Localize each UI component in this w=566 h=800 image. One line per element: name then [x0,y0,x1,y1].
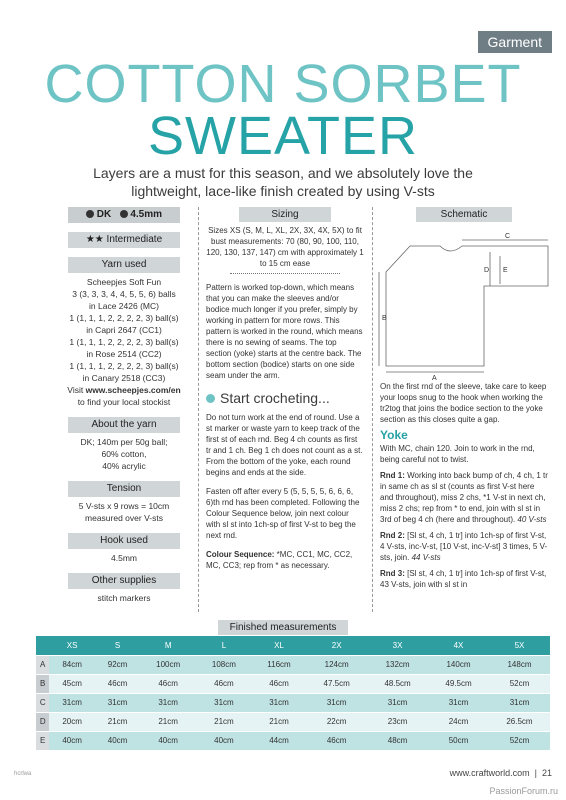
visit-suffix: to find your local stockist [77,397,171,407]
table-cell: 47.5cm [306,674,367,693]
label-e: E [503,267,508,274]
start-heading [206,390,364,406]
table-cell: 108cm [196,655,252,674]
table-cell: 132cm [367,655,428,674]
round-1-label: Rnd 1: [380,471,405,480]
table-cell: 31cm [196,693,252,712]
round-3-label: Rnd 3: [380,569,405,578]
header-cell: M [140,636,196,655]
table-cell: 26.5cm [489,712,550,731]
header-cell: 2X [306,636,367,655]
tension-line: measured over V-sts [85,513,163,523]
label-b: B [382,315,387,322]
table-cell: 50cm [428,731,489,750]
about-yarn-heading: About the yarn [68,417,180,433]
table-cell: 46cm [95,674,140,693]
schematic-heading: Schematic [416,207,512,222]
yarn-line: in Canary 2518 (CC3) [82,373,166,383]
colour-label: Colour Sequence: [206,550,275,559]
yarn-hook-badges [58,207,190,223]
yarn-used-heading: Yarn used [68,257,180,273]
hook-size: 4.5mm [130,209,163,220]
table-cell: 20cm [49,712,94,731]
section-tag: Garment [478,31,552,53]
row-label: A [36,655,49,674]
yarn-line: 1 (1, 1, 1, 2, 2, 2, 2, 3) ball(s) [69,313,179,323]
site-url: www.craftworld.com [449,768,530,778]
sweater-outline [386,246,548,366]
table-cell: 48cm [367,731,428,750]
header-cell: XL [252,636,306,655]
yarn-line: 1 (1, 1, 1, 2, 2, 2, 2, 3) ball(s) [69,361,179,371]
column-divider [372,207,373,612]
hook-heading: Hook used [68,533,180,549]
round-1-text: Working into back bump of ch, 4 ch, 1 tr in same ch as sl st (counts as first V-st here and throughout), miss 2 chs, *1 V-st in next ch, miss 2 chs; rep from * to end, join with sl st in 3rd of beg 4 ch (here and throughout). [380,471,548,524]
table-cell: 31cm [489,693,550,712]
header-cell: L [196,636,252,655]
yarn-weight: DK [96,209,112,220]
table-cell: 84cm [49,655,94,674]
colour-text: *MC, CC1, MC, CC2, MC, CC3; rep from * as necessary. [206,550,353,570]
round-3 [380,568,548,590]
yoke-intro: With MC, chain 120. Join to work in the rnd, being careful not to twist. [380,444,535,464]
header-cell: XS [49,636,94,655]
table-cell: 140cm [428,655,489,674]
table-cell: 124cm [306,655,367,674]
measurements-heading: Finished measurements [218,620,348,635]
yarn-used-section [58,257,190,408]
table-cell: 46cm [196,674,252,693]
table-row [36,655,550,674]
table-row [36,731,550,750]
sleeve-note: On the first rnd of the sleeve, take care to keep your loops snug to the hook when working the tr2tog that joins the bodice section to the yoke section as this closes quite a gap. [380,382,547,424]
table-cell: 21cm [95,712,140,731]
row-label: D [36,712,49,731]
table-cell: 45cm [49,674,94,693]
yarn-line: in Lace 2426 (MC) [89,301,159,311]
colour-sequence [206,549,364,571]
sizing-heading: Sizing [239,207,331,222]
page-number: 21 [541,768,552,778]
start-paragraph-1: Do not turn work at the end of round. Use a st marker or waste yarn to keep track of the first st of each rnd. Beg 4 ch counts as first tr and 1 ch. Beg 1 ch does not count as a st. From the bottom of the yoke, each round begins and ends at the side. [206,413,363,477]
about-yarn-section [58,417,190,472]
measurements-table [36,636,550,750]
about-line: 40% acrylic [102,461,146,471]
other-supplies-heading: Other supplies [68,573,180,589]
table-cell: 92cm [95,655,140,674]
tension-heading: Tension [68,481,180,497]
round-2 [380,530,548,563]
round-2-text: [Sl st, 4 ch, 1 tr] into 1ch-sp of first V-st, 4 V-sts, inc-V-st, [10 V-st, inc-V-st] 3 times, 5 V-sts, join. [380,531,548,562]
table-cell: 40cm [140,731,196,750]
column-divider [198,207,199,612]
sweater-schematic [380,228,548,382]
table-cell: 40cm [49,731,94,750]
title-line-2: SWEATER [147,106,418,166]
yoke-heading: Yoke [380,428,408,442]
table-cell: 52cm [489,674,550,693]
table-header-row [36,636,550,655]
yarn-line: 3 (3, 3, 3, 4, 4, 5, 5, 6) balls [72,289,176,299]
other-supplies-section [58,573,190,604]
sizing-text: Sizes XS (S, M, L, XL, 2X, 3X, 4X, 5X) to fit bust measurements: 70 (80, 90, 100, 110, 120, 130, 137, 147) cm with approximately 1 to 15 cm ease [206,226,364,268]
table-cell: 49.5cm [428,674,489,693]
watermark: PassionForum.ru [489,786,558,796]
header-cell: 5X [489,636,550,655]
round-2-count: 44 V-sts [409,553,441,562]
title-line-1: COTTON SORBET [44,54,522,114]
tension-section [58,481,190,524]
visit-line: Visit www.scheepjes.com/en [67,385,181,395]
start-paragraph-2: Fasten off after every 5 (5, 5, 5, 5, 6, 6, 6, 6)th rnd has been completed. Following the Colour Sequence below, join next colour with sl st into 1ch-sp of first V-st to beg the next rnd. [206,487,360,540]
yarn-ball-icon [86,210,94,218]
table-row [36,674,550,693]
table-cell: 31cm [95,693,140,712]
table-cell: 46cm [252,674,306,693]
info-column [58,207,190,613]
table-cell: 100cm [140,655,196,674]
table-cell: 22cm [306,712,367,731]
hook-text: 4.5mm [111,553,137,563]
table-cell: 31cm [49,693,94,712]
table-cell: 21cm [252,712,306,731]
row-label: C [36,693,49,712]
table-cell: 31cm [367,693,428,712]
table-cell: 31cm [252,693,306,712]
table-cell: 116cm [252,655,306,674]
header-cell: S [95,636,140,655]
table-cell: 31cm [306,693,367,712]
label-d: D [484,267,490,274]
about-line: 60% cotton, [101,449,147,459]
table-cell: 40cm [196,731,252,750]
label-a: A [432,375,437,382]
round-3-text: [Sl st, 4 ch, 1 tr] into 1ch-sp of first V-st, 43 V-sts, join with sl st in [380,569,547,589]
table-row [36,693,550,712]
yarn-line: Scheepjes Soft Fun [86,277,162,287]
round-2-label: Rnd 2: [380,531,405,540]
header-cell [36,636,49,655]
yarn-line: 1 (1, 1, 1, 2, 2, 2, 2, 3) ball(s) [69,337,179,347]
stockist-link[interactable]: www.scheepjes.com/en [85,385,181,395]
pattern-text: Pattern is worked top-down, which means that you can make the sleeves and/or bodice much longer if you prefer, simply by working in pattern for more rows. This pattern is worked in the round, which means there is no sewing of seams. The top section (yoke) starts at the centre back. The bottom section (bodice) starts on one side seam under the arm. [206,283,363,380]
start-heading-text: Start crocheting... [220,390,330,406]
table-cell: 31cm [428,693,489,712]
table-cell: 46cm [306,731,367,750]
other-supplies-text: stitch markers [97,593,151,603]
dotted-divider [230,273,340,274]
round-1-count: 40 V-sts [515,515,547,524]
table-cell: 21cm [196,712,252,731]
instructions-column [206,207,364,579]
table-cell: 48.5cm [367,674,428,693]
table-cell: 23cm [367,712,428,731]
table-cell: 21cm [140,712,196,731]
table-body [36,655,550,750]
row-label: B [36,674,49,693]
table-cell: 44cm [252,731,306,750]
table-cell: 31cm [140,693,196,712]
bullet-dot-icon [206,394,215,403]
table-cell: 46cm [140,674,196,693]
yarn-line: in Capri 2647 (CC1) [86,325,162,335]
table-cell: 148cm [489,655,550,674]
table-row [36,712,550,731]
footer-left: hcrlwa [14,771,32,777]
row-label: E [36,731,49,750]
table-cell: 40cm [95,731,140,750]
header-cell: 3X [367,636,428,655]
label-c: C [505,233,511,240]
hook-section [58,533,190,564]
about-line: DK; 140m per 50g ball; [80,437,168,447]
table-cell: 52cm [489,731,550,750]
round-1 [380,470,548,525]
difficulty-badge: ★★ Intermediate [68,232,180,248]
yarn-line: in Rose 2514 (CC2) [86,349,162,359]
footer-right: www.craftworld.com | 21 [449,768,552,778]
table-cell: 24cm [428,712,489,731]
hook-icon [120,210,128,218]
header-cell: 4X [428,636,489,655]
measurements-title-wrap [0,620,566,635]
schematic-column [380,207,548,595]
intro-text: Layers are a must for this season, and we absolutely love the lightweight, lace-like finish created by using V-sts [93,165,473,199]
tension-line: 5 V-sts x 9 rows = 10cm [78,501,170,511]
